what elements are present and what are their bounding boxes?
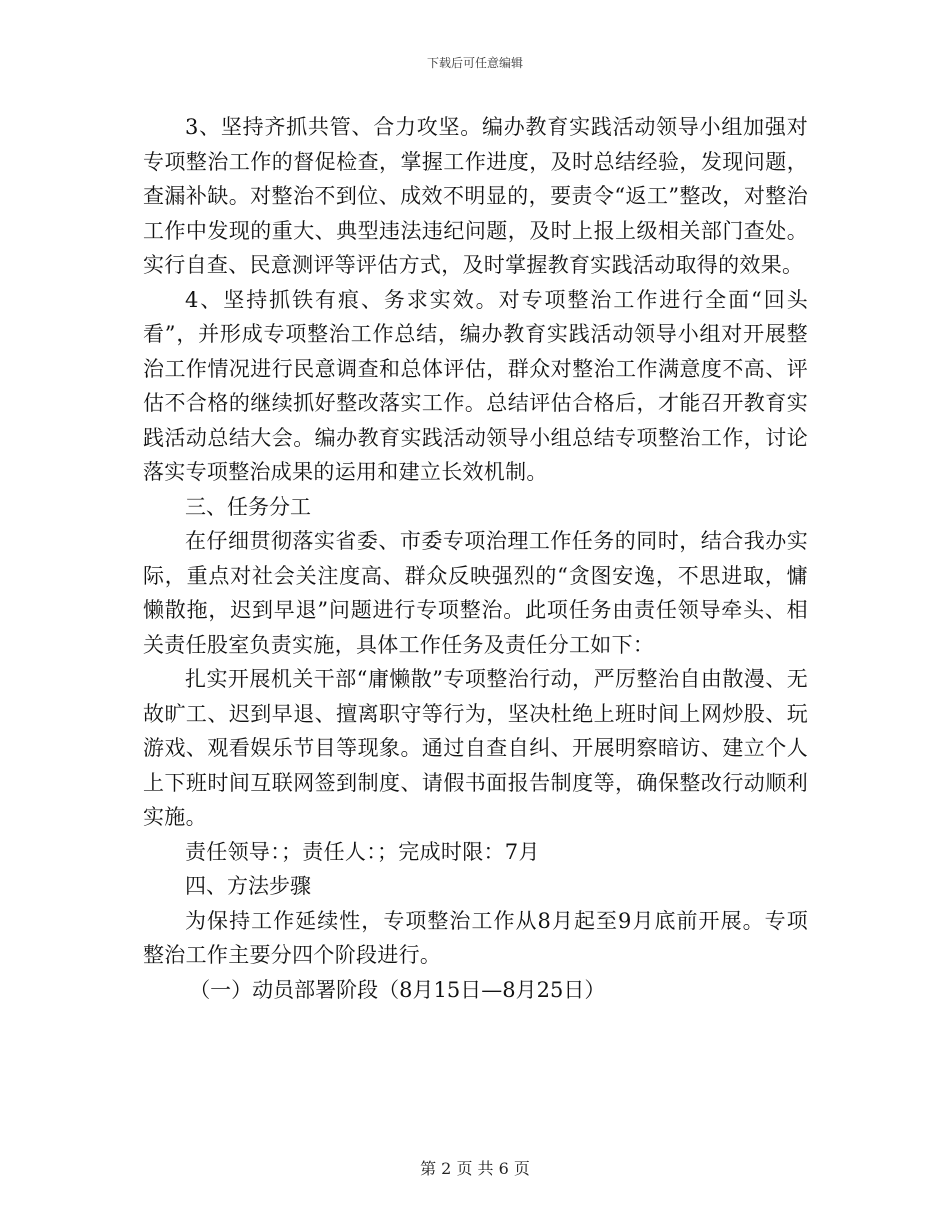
- paragraph-3: 3、坚持齐抓共管、合力攻坚。编办教育实践活动领导小组加强对专项整治工作的督促检查，掌握工作进度，及时总结经验，发现问题，查漏补缺。对整治不到位、成效不明显的，要责令“返工”整改，对整治工作中发现的重大、典型违法违纪问题，及时上报上级相关部门查处。实行自查、民意测评等评估方式，及时掌握教育实践活动取得的效果。: [143, 115, 808, 277]
- paragraph-task-detail: 扎实开展机关干部“庸懒散”专项整治行动，严厉整治自由散漫、无故旷工、迟到早退、擅离职守等行为，坚决杜绝上班时间上网炒股、玩游戏、观看娱乐节目等现象。通过自查自纠、开展明察暗访、建立个人上下班时间互联网签到制度、请假书面报告制度等，确保整改行动顺利实施。: [143, 667, 808, 829]
- page-footer: 第 2 页 共 6 页: [420, 1159, 530, 1178]
- section-heading-steps: 四、方法步骤: [185, 874, 311, 898]
- document-body: [143, 110, 808, 1007]
- responsibility-line: 责任领导：；责任人：；完成时限：7月: [185, 839, 540, 864]
- subheading-mobilization-stage: （一）动员部署阶段（8月15日—8月25日）: [189, 977, 606, 1002]
- paragraph-task-intro: 在仔细贯彻落实省委、市委专项治理工作任务的同时，结合我办实际，重点对社会关注度高、群众反映强烈的“贪图安逸，不思进取，慵懒散拖，迟到早退”问题进行专项整治。此项任务由责任领导牵头、相关责任股室负责实施，具体工作任务及责任分工如下：: [143, 529, 808, 657]
- paragraph-steps-intro: 为保持工作延续性，专项整治工作从8月起至9月底前开展。专项整治工作主要分四个阶段进行。: [143, 908, 808, 967]
- section-heading-task-division: 三、任务分工: [185, 494, 311, 519]
- page-header: 下载后可任意编辑: [426, 56, 523, 70]
- paragraph-4: 4、坚持抓铁有痕、务求实效。对专项整治工作进行全面“回头看”，并形成专项整治工作总结，编办教育实践活动领导小组对开展整治工作情况进行民意调查和总体评估，群众对整治工作满意度不高、评估不合格的继续抓好整改落实工作。总结评估合格后，才能召开教育实践活动总结大会。编办教育实践活动领导小组总结专项整治工作，讨论落实专项整治成果的运用和建立长效机制。: [143, 287, 808, 484]
